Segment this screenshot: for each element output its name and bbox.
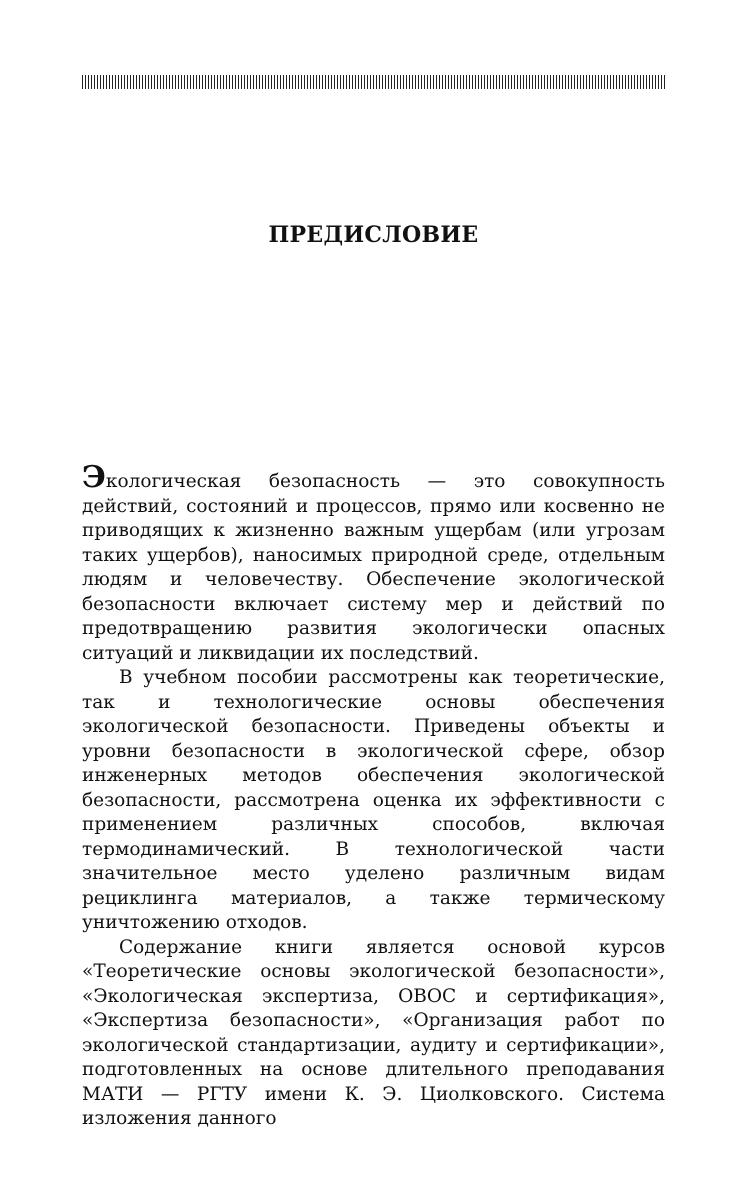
paragraph-1 bbox=[82, 460, 665, 666]
decorative-header-rule bbox=[82, 75, 665, 89]
drop-cap-initial: Э bbox=[82, 460, 106, 495]
body-text bbox=[82, 460, 665, 1132]
chapter-title: ПРЕДИСЛОВИЕ bbox=[268, 222, 479, 248]
paragraph-2: В учебном пособии рассмотрены как теоретические, так и технологические основы обеспечения экологической безопасности. Приведены объекты и уровни безопасности в экологической сфере, обзор инженерных методов обеспечения экологической безопасности, рассмотрена оценка их эффективности с применением различных способов, включая термодинамический. В технологической части значительное место уделено различным видам рециклинга материалов, а также термическому уничтожению отходов. bbox=[82, 667, 665, 933]
paragraph-3: Содержание книги является основой курсов «Теоретические основы экологической безопасности», «Экологическая экспертиза, ОВОС и сертификация», «Экспертиза безопасности», «Организация работ по экологической стандартизации, аудиту и сертификации», подготовленных на основе длительного преподавания МАТИ — РГТУ имени К. Э. Циолковского. Система изложения данного bbox=[82, 936, 665, 1129]
paragraph-1-text: кологическая безопасность — это совокупность действий, состояний и процессов, прямо или косвенно не приводящих к жизненно важным ущербам (или угрозам таких ущербов), наносимых природной среде, отдельным людям и человечеству. Обеспечение экологической безопасности включает систему мер и действий по предотвращению развития экологически опасных ситуаций и ликвидации их последствий. bbox=[82, 471, 665, 664]
